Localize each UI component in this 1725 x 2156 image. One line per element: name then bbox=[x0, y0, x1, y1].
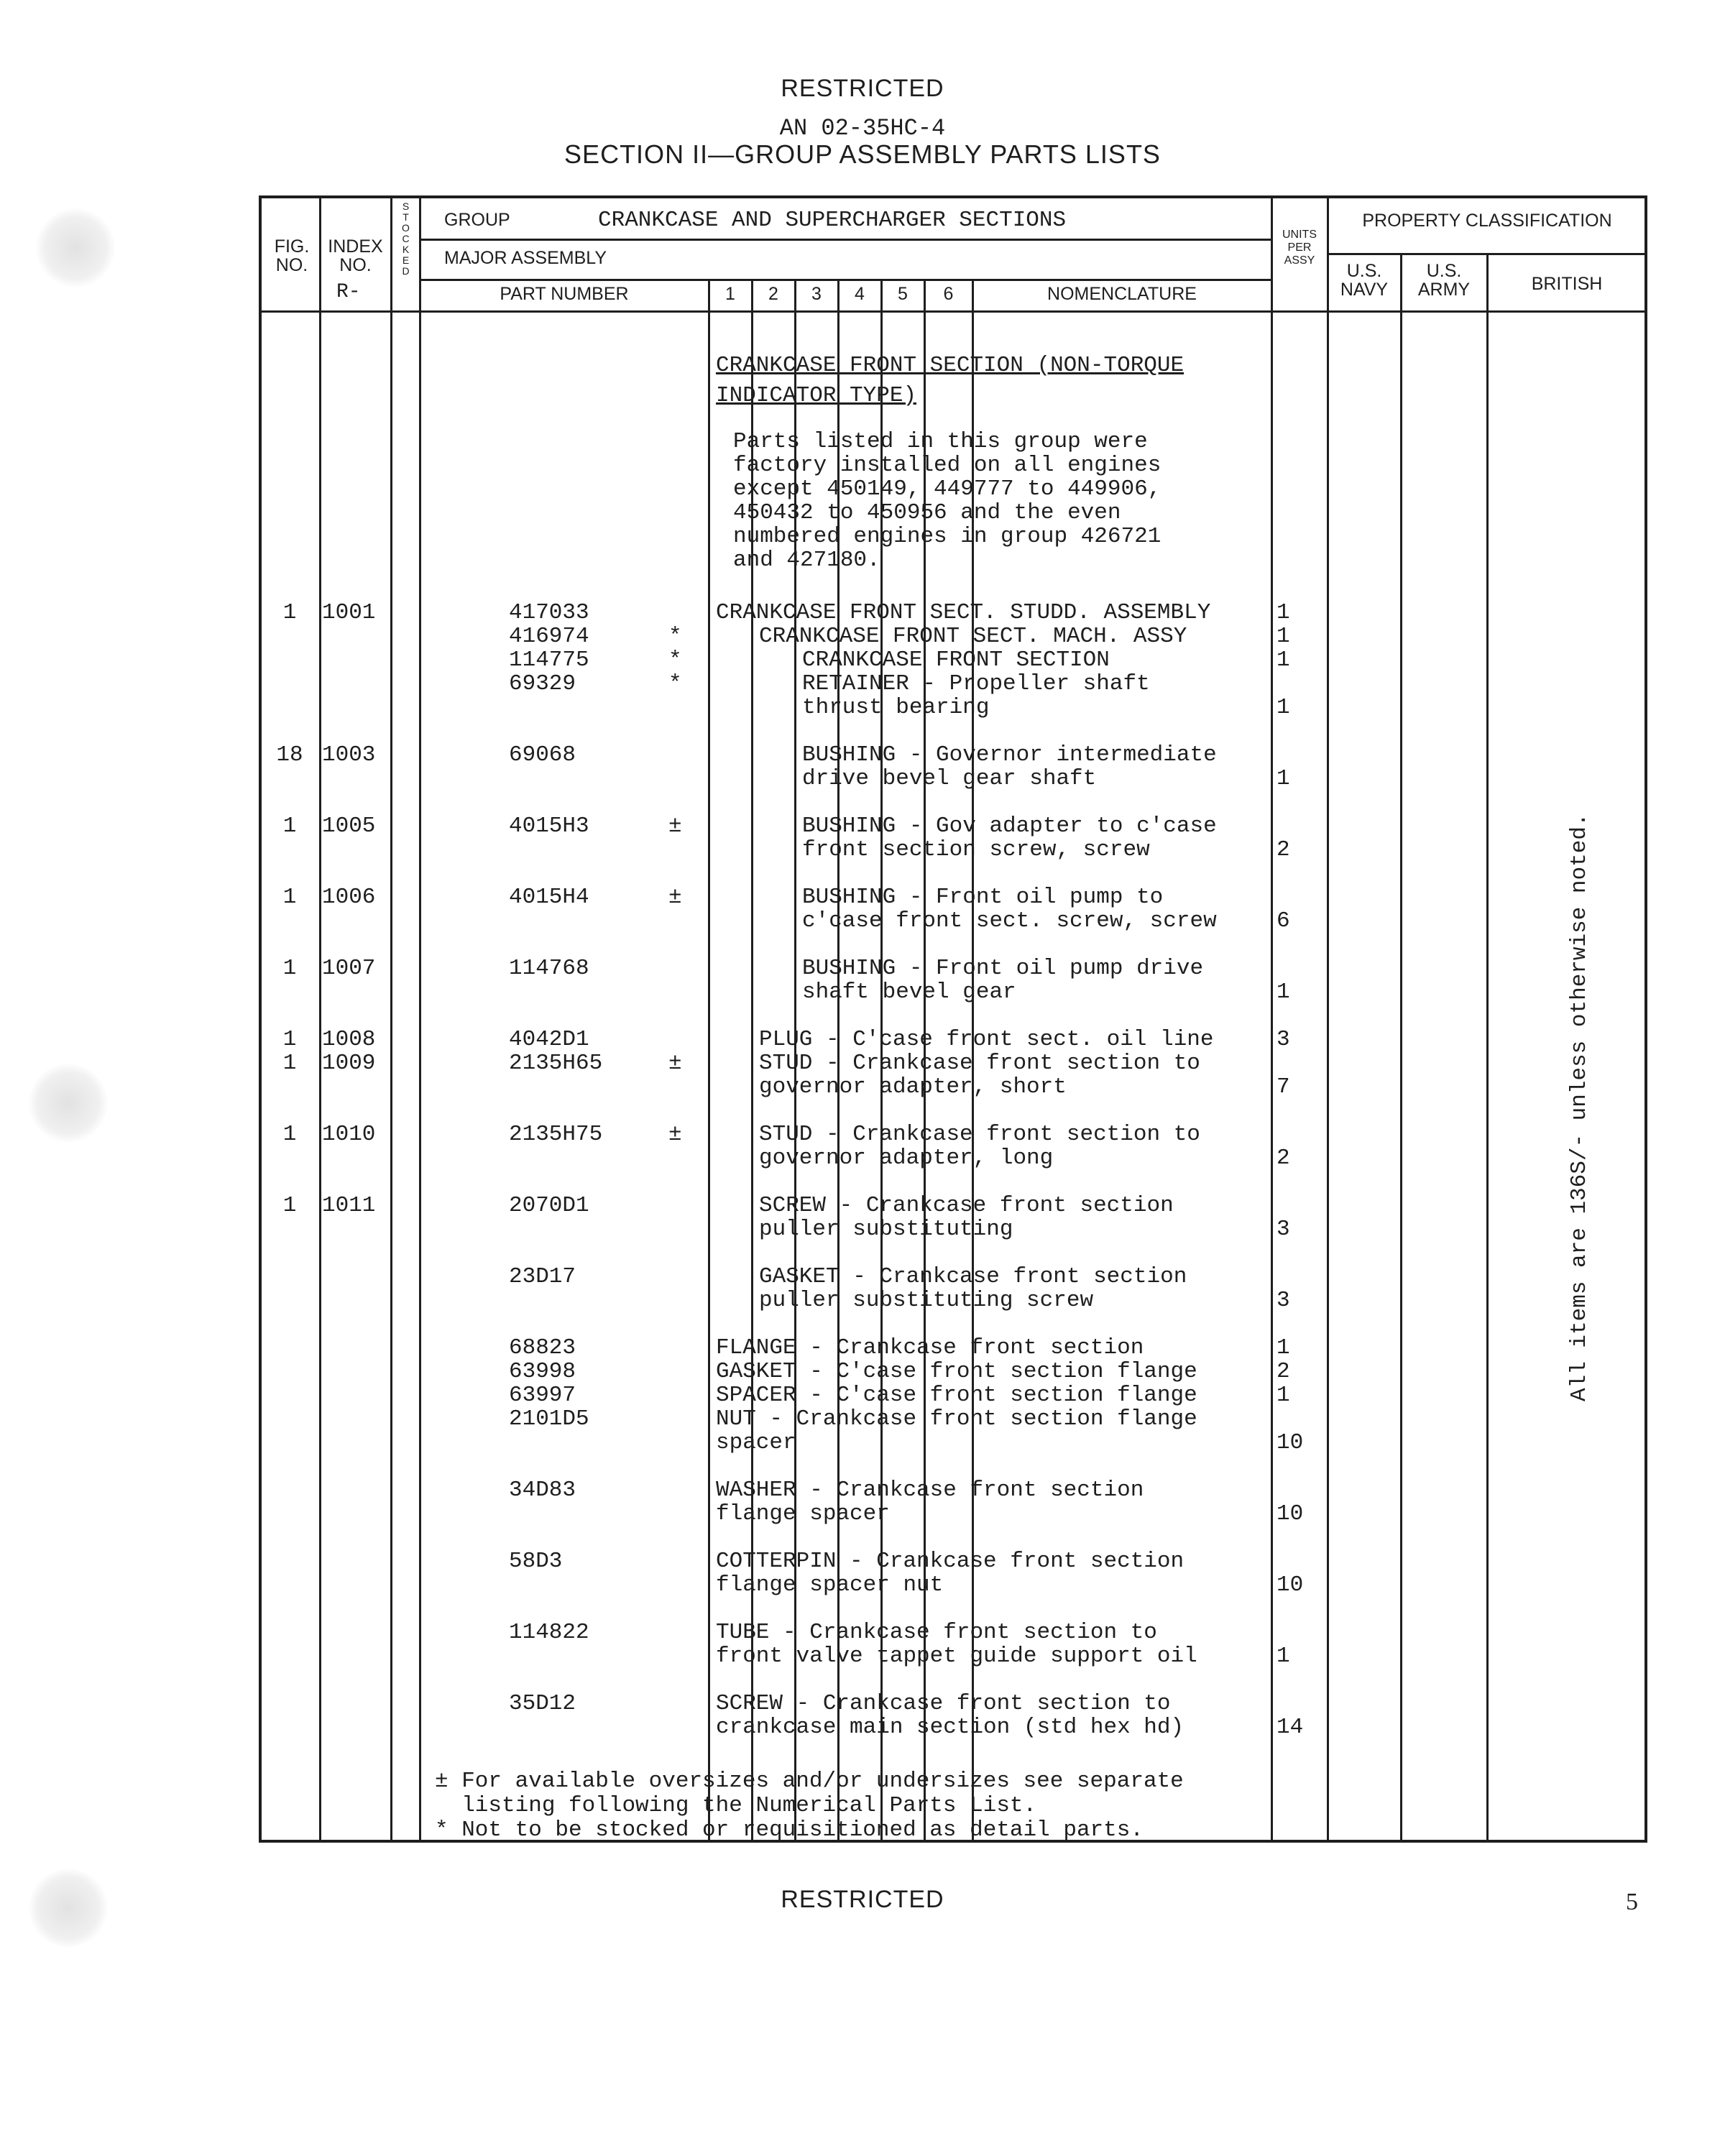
nomenclature: flange spacer nut bbox=[716, 1572, 944, 1598]
nomenclature: spacer bbox=[716, 1430, 796, 1455]
units-per-assy: 1 bbox=[1276, 695, 1290, 720]
header-rule bbox=[419, 279, 1271, 281]
section-heading: INDICATOR TYPE) bbox=[716, 383, 917, 408]
units-per-assy: 2 bbox=[1276, 837, 1290, 862]
nomenclature: BUSHING - Front oil pump to bbox=[802, 885, 1164, 910]
footnote: ± For available oversizes and/or undersizes see separate bbox=[435, 1769, 1184, 1794]
intro-note-line: except 450149, 449777 to 449906, bbox=[733, 476, 1162, 502]
restricted-footer: RESTRICTED bbox=[781, 1886, 944, 1913]
units-per-assy: 1 bbox=[1276, 1383, 1290, 1408]
nomenclature: BUSHING - Governor intermediate bbox=[802, 742, 1217, 768]
column-rule bbox=[390, 197, 392, 1841]
fig-number: 1 bbox=[282, 1051, 297, 1076]
nomenclature: SCREW - Crankcase front section bbox=[759, 1193, 1174, 1218]
footnote: * Not to be stocked or requisitioned as detail parts. bbox=[435, 1818, 1144, 1843]
part-number: 416974 bbox=[509, 624, 589, 649]
footnote: listing following the Numerical Parts List. bbox=[435, 1793, 1037, 1818]
nomenclature: crankcase main section (std hex hd) bbox=[716, 1715, 1184, 1740]
part-number: 2135H65 bbox=[509, 1051, 603, 1076]
intro-note-line: numbered engines in group 426721 bbox=[733, 524, 1162, 549]
stock-mark: ± bbox=[668, 1122, 682, 1147]
units-per-assy: 1 bbox=[1276, 1644, 1290, 1669]
units-per-assy: 3 bbox=[1276, 1027, 1290, 1052]
column-rule bbox=[1271, 197, 1273, 1841]
units-per-assy: 3 bbox=[1276, 1288, 1290, 1313]
nomenclature: puller substituting screw bbox=[759, 1288, 1094, 1313]
index-number: 1008 bbox=[322, 1027, 376, 1052]
part-number: 114822 bbox=[509, 1620, 589, 1645]
fig-number: 1 bbox=[282, 1027, 297, 1052]
header-rule bbox=[419, 239, 1271, 241]
index-prefix: R- bbox=[336, 281, 361, 303]
nomenclature: drive bevel gear shaft bbox=[802, 766, 1097, 791]
nomenclature: STUD - Crankcase front section to bbox=[759, 1122, 1200, 1147]
column-rule bbox=[1486, 253, 1489, 1841]
units-per-assy: 2 bbox=[1276, 1146, 1290, 1171]
nomenclature: STUD - Crankcase front section to bbox=[759, 1051, 1200, 1076]
fig-number: 1 bbox=[282, 814, 297, 839]
units-per-assy: 1 bbox=[1276, 1335, 1290, 1360]
header-rule bbox=[260, 310, 1646, 313]
header-rule bbox=[1327, 253, 1646, 255]
level-4-header: 4 bbox=[855, 284, 865, 304]
part-number: 417033 bbox=[509, 600, 589, 625]
nomenclature-header: NOMENCLATURE bbox=[1047, 284, 1197, 304]
intro-note-line: factory installed on all engines bbox=[733, 453, 1162, 478]
units-per-assy: 1 bbox=[1276, 624, 1290, 649]
british-header: BRITISH bbox=[1531, 274, 1603, 294]
intro-note-line: 450432 to 450956 and the even bbox=[733, 500, 1121, 525]
nomenclature: BUSHING - Front oil pump drive bbox=[802, 956, 1204, 981]
part-number: 69329 bbox=[509, 671, 576, 696]
units-per-assy: 2 bbox=[1276, 1359, 1290, 1384]
fig-number: 1 bbox=[282, 1193, 297, 1218]
level-6-header: 6 bbox=[943, 284, 954, 304]
part-number: 68823 bbox=[509, 1335, 576, 1360]
nomenclature: flange spacer bbox=[716, 1501, 890, 1526]
part-number: 2135H75 bbox=[509, 1122, 603, 1147]
part-number: 114768 bbox=[509, 956, 589, 981]
units-per-assy: 10 bbox=[1276, 1572, 1304, 1598]
nomenclature: governor adapter, long bbox=[759, 1146, 1054, 1171]
part-number-header: PART NUMBER bbox=[500, 284, 629, 304]
stock-mark: ± bbox=[668, 814, 682, 839]
nomenclature: PLUG - C'case front sect. oil line bbox=[759, 1027, 1214, 1052]
fig-number: 1 bbox=[282, 600, 297, 625]
section-heading: CRANKCASE FRONT SECTION (NON-TORQUE bbox=[716, 353, 1184, 378]
column-rule bbox=[1327, 197, 1329, 1841]
column-rule bbox=[319, 197, 321, 1841]
nomenclature: TUBE - Crankcase front section to bbox=[716, 1620, 1157, 1645]
part-number: 23D17 bbox=[509, 1264, 576, 1289]
column-rule bbox=[1400, 253, 1402, 1841]
units-per-assy: 1 bbox=[1276, 980, 1290, 1005]
level-2-header: 2 bbox=[768, 284, 778, 304]
part-number: 58D3 bbox=[509, 1549, 563, 1574]
part-number: 2070D1 bbox=[509, 1193, 589, 1218]
nomenclature: RETAINER - Propeller shaft bbox=[802, 671, 1150, 696]
nomenclature: thrust bearing bbox=[802, 695, 990, 720]
part-number: 63997 bbox=[509, 1383, 576, 1408]
index-number: 1005 bbox=[322, 814, 376, 839]
nomenclature: c'case front sect. screw, screw bbox=[802, 908, 1217, 934]
nomenclature: NUT - Crankcase front section flange bbox=[716, 1406, 1197, 1432]
nomenclature: FLANGE - Crankcase front section bbox=[716, 1335, 1144, 1360]
index-number: 1001 bbox=[322, 600, 376, 625]
part-number: 34D83 bbox=[509, 1478, 576, 1503]
nomenclature: puller substituting bbox=[759, 1217, 1013, 1242]
nomenclature: GASKET - C'case front section flange bbox=[716, 1359, 1197, 1384]
part-number: 63998 bbox=[509, 1359, 576, 1384]
stock-mark: ± bbox=[668, 885, 682, 910]
nomenclature: COTTERPIN - Crankcase front section bbox=[716, 1549, 1184, 1574]
fig-number: 1 bbox=[282, 1122, 297, 1147]
property-classification-header: PROPERTY CLASSIFICATION bbox=[1362, 211, 1612, 231]
part-number: 4015H4 bbox=[509, 885, 589, 910]
index-number: 1006 bbox=[322, 885, 376, 910]
index-number: 1010 bbox=[322, 1122, 376, 1147]
units-per-assy-header: UNITS PER ASSY bbox=[1282, 229, 1317, 267]
nomenclature: WASHER - Crankcase front section bbox=[716, 1478, 1144, 1503]
intro-note-line: Parts listed in this group were bbox=[733, 429, 1148, 454]
nomenclature: governor adapter, short bbox=[759, 1074, 1067, 1100]
scan-smudge bbox=[36, 208, 115, 287]
intro-note-line: and 427180. bbox=[733, 548, 880, 573]
level-3-header: 3 bbox=[811, 284, 822, 304]
nomenclature: CRANKCASE FRONT SECT. MACH. ASSY bbox=[759, 624, 1187, 649]
part-number: 4042D1 bbox=[509, 1027, 589, 1052]
british-classification-note: All items are 136S/- unless otherwise noted. bbox=[1567, 813, 1592, 1401]
stock-mark: * bbox=[668, 671, 682, 696]
us-navy-header: U.S. NAVY bbox=[1340, 261, 1389, 300]
nomenclature: GASKET - Crankcase front section bbox=[759, 1264, 1187, 1289]
fig-no-header: FIG. NO. bbox=[274, 236, 310, 275]
major-assembly-label: MAJOR ASSEMBLY bbox=[444, 248, 607, 268]
units-per-assy: 3 bbox=[1276, 1217, 1290, 1242]
nomenclature: front valve tappet guide support oil bbox=[716, 1644, 1197, 1669]
column-rule bbox=[708, 279, 710, 1841]
nomenclature: shaft bevel gear bbox=[802, 980, 1016, 1005]
nomenclature: SPACER - C'case front section flange bbox=[716, 1383, 1197, 1408]
nomenclature: front section screw, screw bbox=[802, 837, 1150, 862]
column-rule bbox=[419, 197, 421, 1841]
document-number: AN 02-35HC-4 bbox=[779, 115, 946, 142]
page-number: 5 bbox=[1626, 1889, 1638, 1915]
units-per-assy: 10 bbox=[1276, 1501, 1304, 1526]
index-number: 1011 bbox=[322, 1193, 376, 1218]
units-per-assy: 14 bbox=[1276, 1715, 1304, 1740]
index-no-header: INDEX NO. bbox=[328, 236, 383, 275]
section-title: SECTION II—GROUP ASSEMBLY PARTS LISTS bbox=[564, 139, 1161, 169]
index-number: 1009 bbox=[322, 1051, 376, 1076]
stock-mark: ± bbox=[668, 1051, 682, 1076]
units-per-assy: 1 bbox=[1276, 648, 1290, 673]
group-label: GROUP bbox=[444, 210, 510, 230]
units-per-assy: 10 bbox=[1276, 1430, 1304, 1455]
units-per-assy: 6 bbox=[1276, 908, 1290, 934]
index-number: 1003 bbox=[322, 742, 376, 768]
group-name: CRANKCASE AND SUPERCHARGER SECTIONS bbox=[598, 208, 1067, 233]
nomenclature: SCREW - Crankcase front section to bbox=[716, 1691, 1171, 1716]
fig-number: 18 bbox=[276, 742, 303, 768]
part-number: 69068 bbox=[509, 742, 576, 768]
units-per-assy: 1 bbox=[1276, 766, 1290, 791]
index-number: 1007 bbox=[322, 956, 376, 981]
fig-number: 1 bbox=[282, 956, 297, 981]
part-number: 35D12 bbox=[509, 1691, 576, 1716]
level-1-header: 1 bbox=[725, 284, 735, 304]
units-per-assy: 1 bbox=[1276, 600, 1290, 625]
stock-mark: * bbox=[668, 624, 682, 649]
restricted-header: RESTRICTED bbox=[781, 75, 944, 102]
nomenclature: CRANKCASE FRONT SECTION bbox=[802, 648, 1110, 673]
nomenclature: BUSHING - Gov adapter to c'case bbox=[802, 814, 1217, 839]
units-per-assy: 7 bbox=[1276, 1074, 1290, 1100]
stock-mark: * bbox=[668, 648, 682, 673]
part-number: 114775 bbox=[509, 648, 589, 673]
stocked-header: S T O C K E D bbox=[402, 201, 410, 277]
part-number: 2101D5 bbox=[509, 1406, 589, 1432]
us-army-header: U.S. ARMY bbox=[1417, 261, 1471, 300]
fig-number: 1 bbox=[282, 885, 297, 910]
nomenclature: CRANKCASE FRONT SECT. STUDD. ASSEMBLY bbox=[716, 600, 1211, 625]
part-number: 4015H3 bbox=[509, 814, 589, 839]
level-5-header: 5 bbox=[898, 284, 908, 304]
scan-smudge bbox=[29, 1064, 108, 1143]
